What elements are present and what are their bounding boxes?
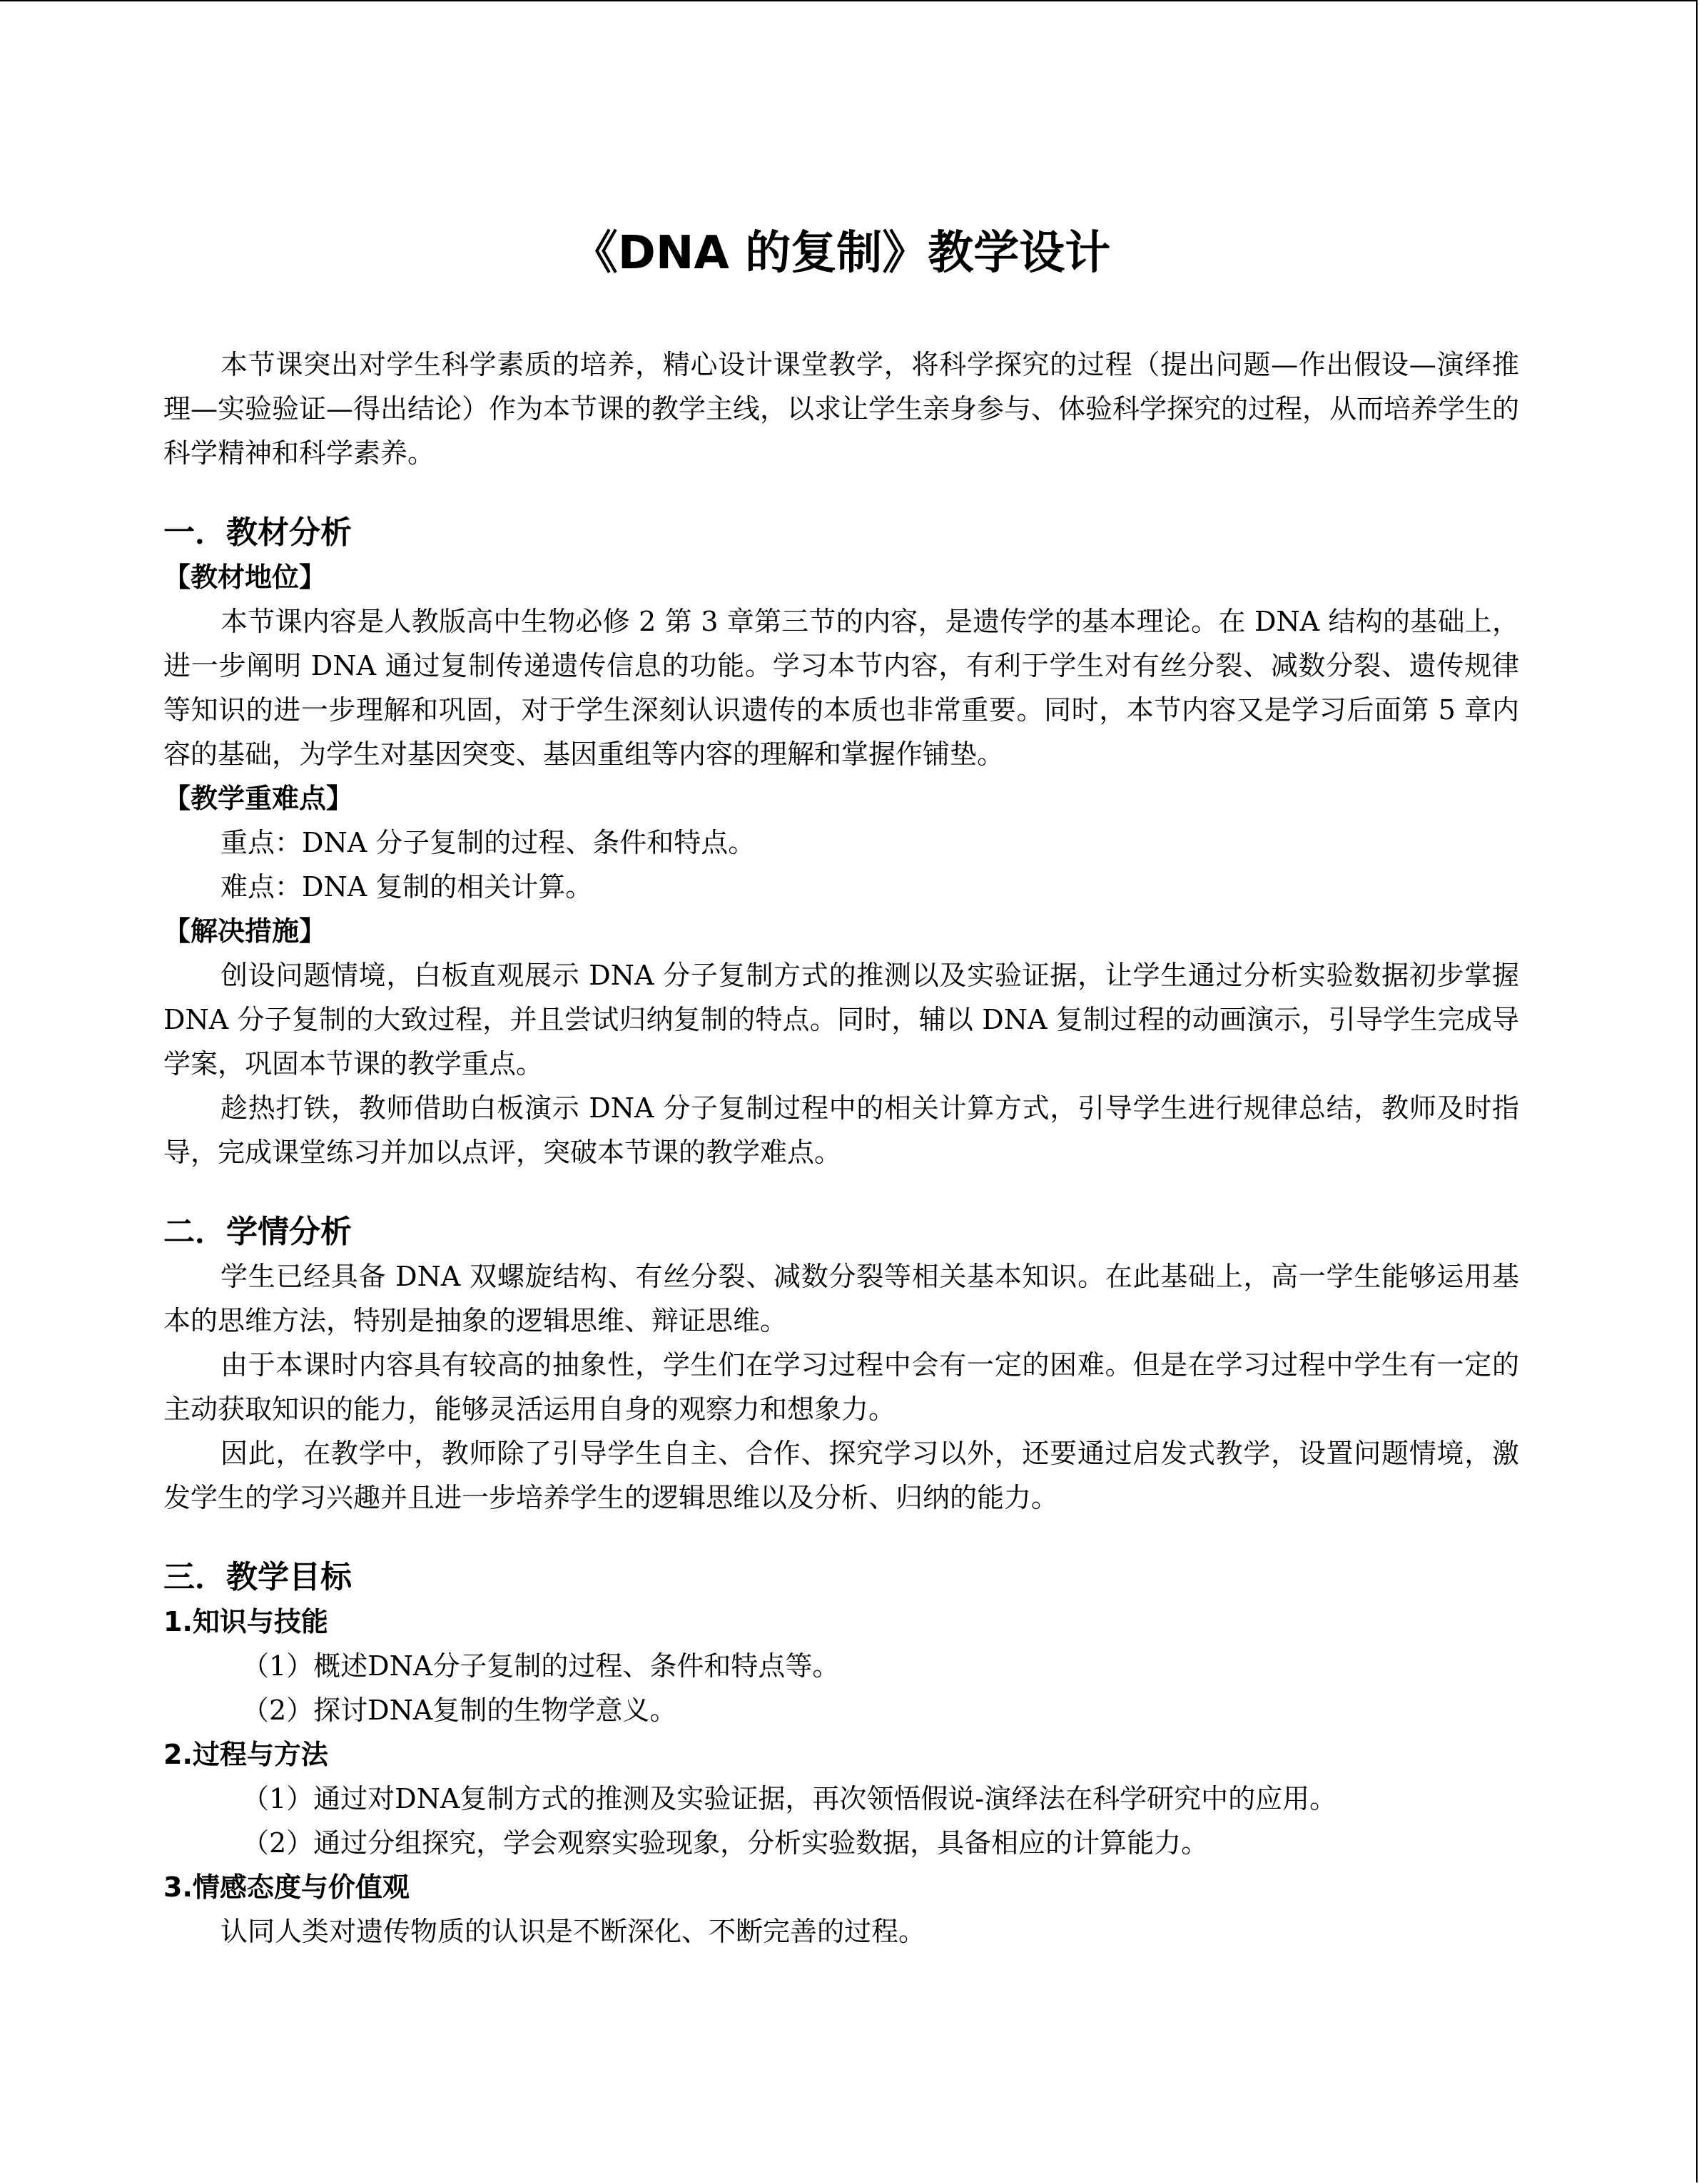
textbook-position-paragraph: 本节课内容是人教版高中生物必修 2 第 3 章第三节的内容，是遗传学的基本理论。在 DNA 结构的基础上，进一步阐明 DNA 通过复制传递遗传信息的功能。学习本节内容，有利于学生对有丝分裂、减数分裂、遗传规律等知识的进一步理解和巩固，对于学生深刻认识遗传的本质也非常重要。同时，本节内容又是学习后面第 5 章内容的基础，为学生对基因突变、基因重组等内容的理解和掌握作铺垫。 (163, 606, 1519, 770)
section-heading-teaching-goals: 三．教学目标 (163, 1559, 352, 1595)
subheading-textbook-position: 【教材地位】 (163, 562, 327, 593)
goal-knowledge-item-2: （2）探讨DNA复制的生物学意义。 (242, 1695, 677, 1726)
document-page (163, 214, 1519, 1954)
student-analysis-paragraph-3: 因此，在教学中，教师除了引导学生自主、合作、探究学习以外，还要通过启发式教学，设置问题情境，激发学生的学习兴趣并且进一步培养学生的逻辑思维以及分析、归纳的能力。 (163, 1438, 1519, 1513)
intro-paragraph: 本节课突出对学生科学素质的培养，精心设计课堂教学，将科学探究的过程（提出问题—作出假设—演绎推理—实验验证—得出结论）作为本节课的教学主线，以求让学生亲身参与、体验科学探究的过程，从而培养学生的科学精神和科学素养。 (163, 349, 1520, 469)
goal-emotion-text: 认同人类对遗传物质的认识是不断深化、不断完善的过程。 (220, 1916, 926, 1947)
goal-heading-knowledge-skills: 1.知识与技能 (163, 1606, 328, 1637)
measure-paragraph-1: 创设问题情境，白板直观展示 DNA 分子复制方式的推测以及实验证据，让学生通过分析实验数据初步掌握 DNA 分子复制的大致过程，并且尝试归纳复制的特点。同时，辅以 DNA 复制过程的动画演示，引导学生完成导学案，巩固本节课的教学重点。 (163, 960, 1519, 1080)
goal-process-item-1: （1）通过对DNA复制方式的推测及实验证据，再次领悟假说-演绎法在科学研究中的应用。 (242, 1783, 1337, 1814)
subheading-key-difficult-points: 【教学重难点】 (163, 783, 354, 814)
measure-paragraph-2: 趁热打铁，教师借助白板演示 DNA 分子复制过程中的相关计算方式，引导学生进行规律总结，教师及时指导，完成课堂练习并加以点评，突破本节课的教学难点。 (163, 1092, 1519, 1168)
key-point-text: 重点：DNA 分子复制的过程、条件和特点。 (220, 827, 756, 858)
section-heading-student-analysis: 二．学情分析 (163, 1214, 352, 1250)
difficult-point-text: 难点：DNA 复制的相关计算。 (220, 871, 593, 903)
goal-heading-process-methods: 2.过程与方法 (163, 1739, 328, 1770)
document-title: 《DNA 的复制》教学设计 (572, 227, 1111, 280)
goal-knowledge-item-1: （1）概述DNA分子复制的过程、条件和特点等。 (242, 1650, 840, 1682)
section-heading-textbook-analysis: 一．教材分析 (163, 514, 352, 551)
goal-process-item-2: （2）通过分组探究，学会观察实验现象，分析实验数据，具备相应的计算能力。 (242, 1827, 1209, 1859)
subheading-measures: 【解决措施】 (163, 915, 327, 947)
student-analysis-paragraph-2: 由于本课时内容具有较高的抽象性，学生们在学习过程中会有一定的困难。但是在学习过程中学生有一定的主动获取知识的能力，能够灵活运用自身的观察力和想象力。 (163, 1349, 1519, 1425)
goal-heading-emotion-values: 3.情感态度与价值观 (163, 1871, 410, 1903)
student-analysis-paragraph-1: 学生已经具备 DNA 双螺旋结构、有丝分裂、减数分裂等相关基本知识。在此基础上，高一学生能够运用基本的思维方法，特别是抽象的逻辑思维、辩证思维。 (163, 1261, 1519, 1336)
